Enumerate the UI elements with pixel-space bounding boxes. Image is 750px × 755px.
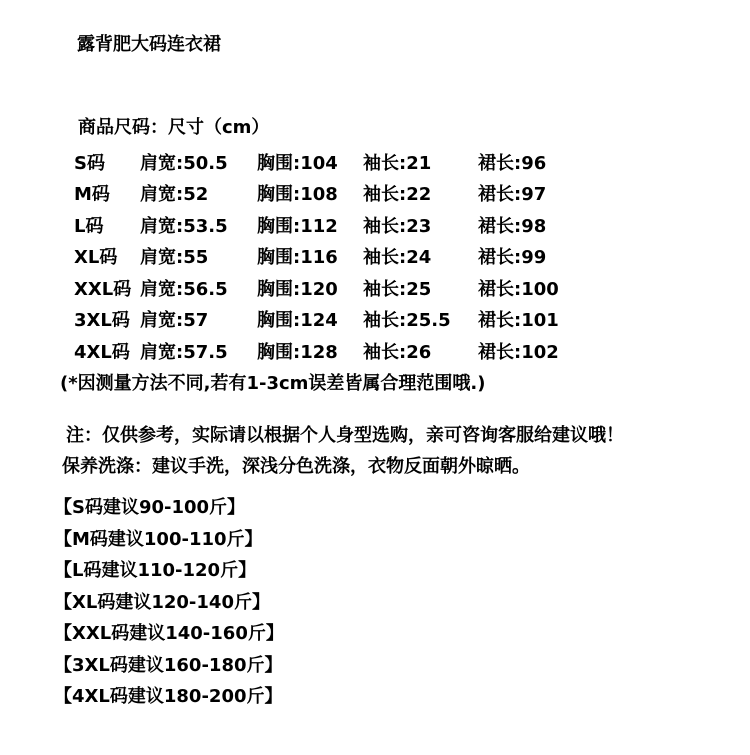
size-table-row: [74, 209, 559, 241]
shoulder-cell: 肩宽:52: [140, 184, 209, 206]
size-table-row: [74, 178, 559, 210]
size-section-header: 商品尺码：尺寸（cm）: [78, 117, 270, 138]
weight-suggestion-line: 【3XL码建议160-180斤】: [54, 654, 283, 676]
weight-suggestion-line: 【XXL码建议140-160斤】: [54, 623, 284, 644]
size-label: 4XL码: [74, 341, 130, 363]
bust-cell: 胸围:120: [257, 278, 338, 300]
sleeve-cell: 袖长:21: [363, 152, 432, 174]
size-table: [74, 146, 559, 367]
size-label: XXL码: [74, 278, 132, 300]
shoulder-cell: 肩宽:53.5: [140, 215, 228, 237]
shoulder-cell: 肩宽:50.5: [140, 152, 228, 174]
size-table-row: [74, 272, 559, 304]
bust-cell: 胸围:124: [257, 310, 338, 332]
skirt-length-cell: 裙长:96: [478, 152, 547, 174]
size-label: M码: [74, 184, 110, 206]
skirt-length-cell: 裙长:97: [478, 184, 547, 206]
weight-suggestions-list: [54, 492, 284, 713]
bust-cell: 胸围:112: [257, 215, 338, 237]
sleeve-cell: 袖长:22: [363, 184, 432, 206]
weight-suggestion-line: 【L码建议110-120斤】: [54, 560, 257, 581]
sleeve-cell: 袖长:25: [363, 278, 432, 300]
bust-cell: 胸围:116: [257, 247, 338, 269]
tolerance-note: (*因测量方法不同,若有1-3cm误差皆属合理范围哦.): [60, 373, 486, 394]
bust-cell: 胸围:108: [257, 184, 338, 206]
bust-cell: 胸围:104: [257, 152, 338, 174]
bust-cell: 胸围:128: [257, 341, 338, 363]
sleeve-cell: 袖长:26: [363, 341, 432, 363]
weight-suggestion-line: 【4XL码建议180-200斤】: [54, 686, 283, 707]
skirt-length-cell: 裙长:98: [478, 215, 547, 237]
size-label: L码: [74, 215, 104, 237]
size-table-row: [74, 146, 559, 178]
reference-note: 注：仅供参考，实际请以根据个人身型选购，亲可咨询客服给建议哦！: [66, 425, 624, 446]
size-label: S码: [74, 152, 105, 174]
shoulder-cell: 肩宽:55: [140, 247, 209, 269]
product-title: 露背肥大码连衣裙: [77, 34, 221, 55]
sleeve-cell: 袖长:24: [363, 247, 432, 269]
size-label: 3XL码: [74, 310, 130, 332]
skirt-length-cell: 裙长:101: [478, 310, 559, 332]
sleeve-cell: 袖长:25.5: [363, 310, 451, 332]
weight-suggestion-line: 【M码建议100-110斤】: [54, 528, 263, 550]
skirt-length-cell: 裙长:102: [478, 341, 559, 363]
size-table-row: [74, 241, 559, 273]
skirt-length-cell: 裙长:100: [478, 278, 559, 300]
shoulder-cell: 肩宽:56.5: [140, 278, 228, 300]
sleeve-cell: 袖长:23: [363, 215, 432, 237]
size-table-row: [74, 335, 559, 367]
weight-suggestion-line: 【XL码建议120-140斤】: [54, 591, 270, 613]
care-instructions: 保养洗涤：建议手洗，深浅分色洗涤，衣物反面朝外晾晒。: [62, 456, 530, 477]
shoulder-cell: 肩宽:57.5: [140, 341, 228, 363]
skirt-length-cell: 裙长:99: [478, 247, 547, 269]
weight-suggestion-line: 【S码建议90-100斤】: [54, 497, 246, 518]
size-table-row: [74, 304, 559, 336]
size-label: XL码: [74, 247, 118, 269]
shoulder-cell: 肩宽:57: [140, 310, 209, 332]
